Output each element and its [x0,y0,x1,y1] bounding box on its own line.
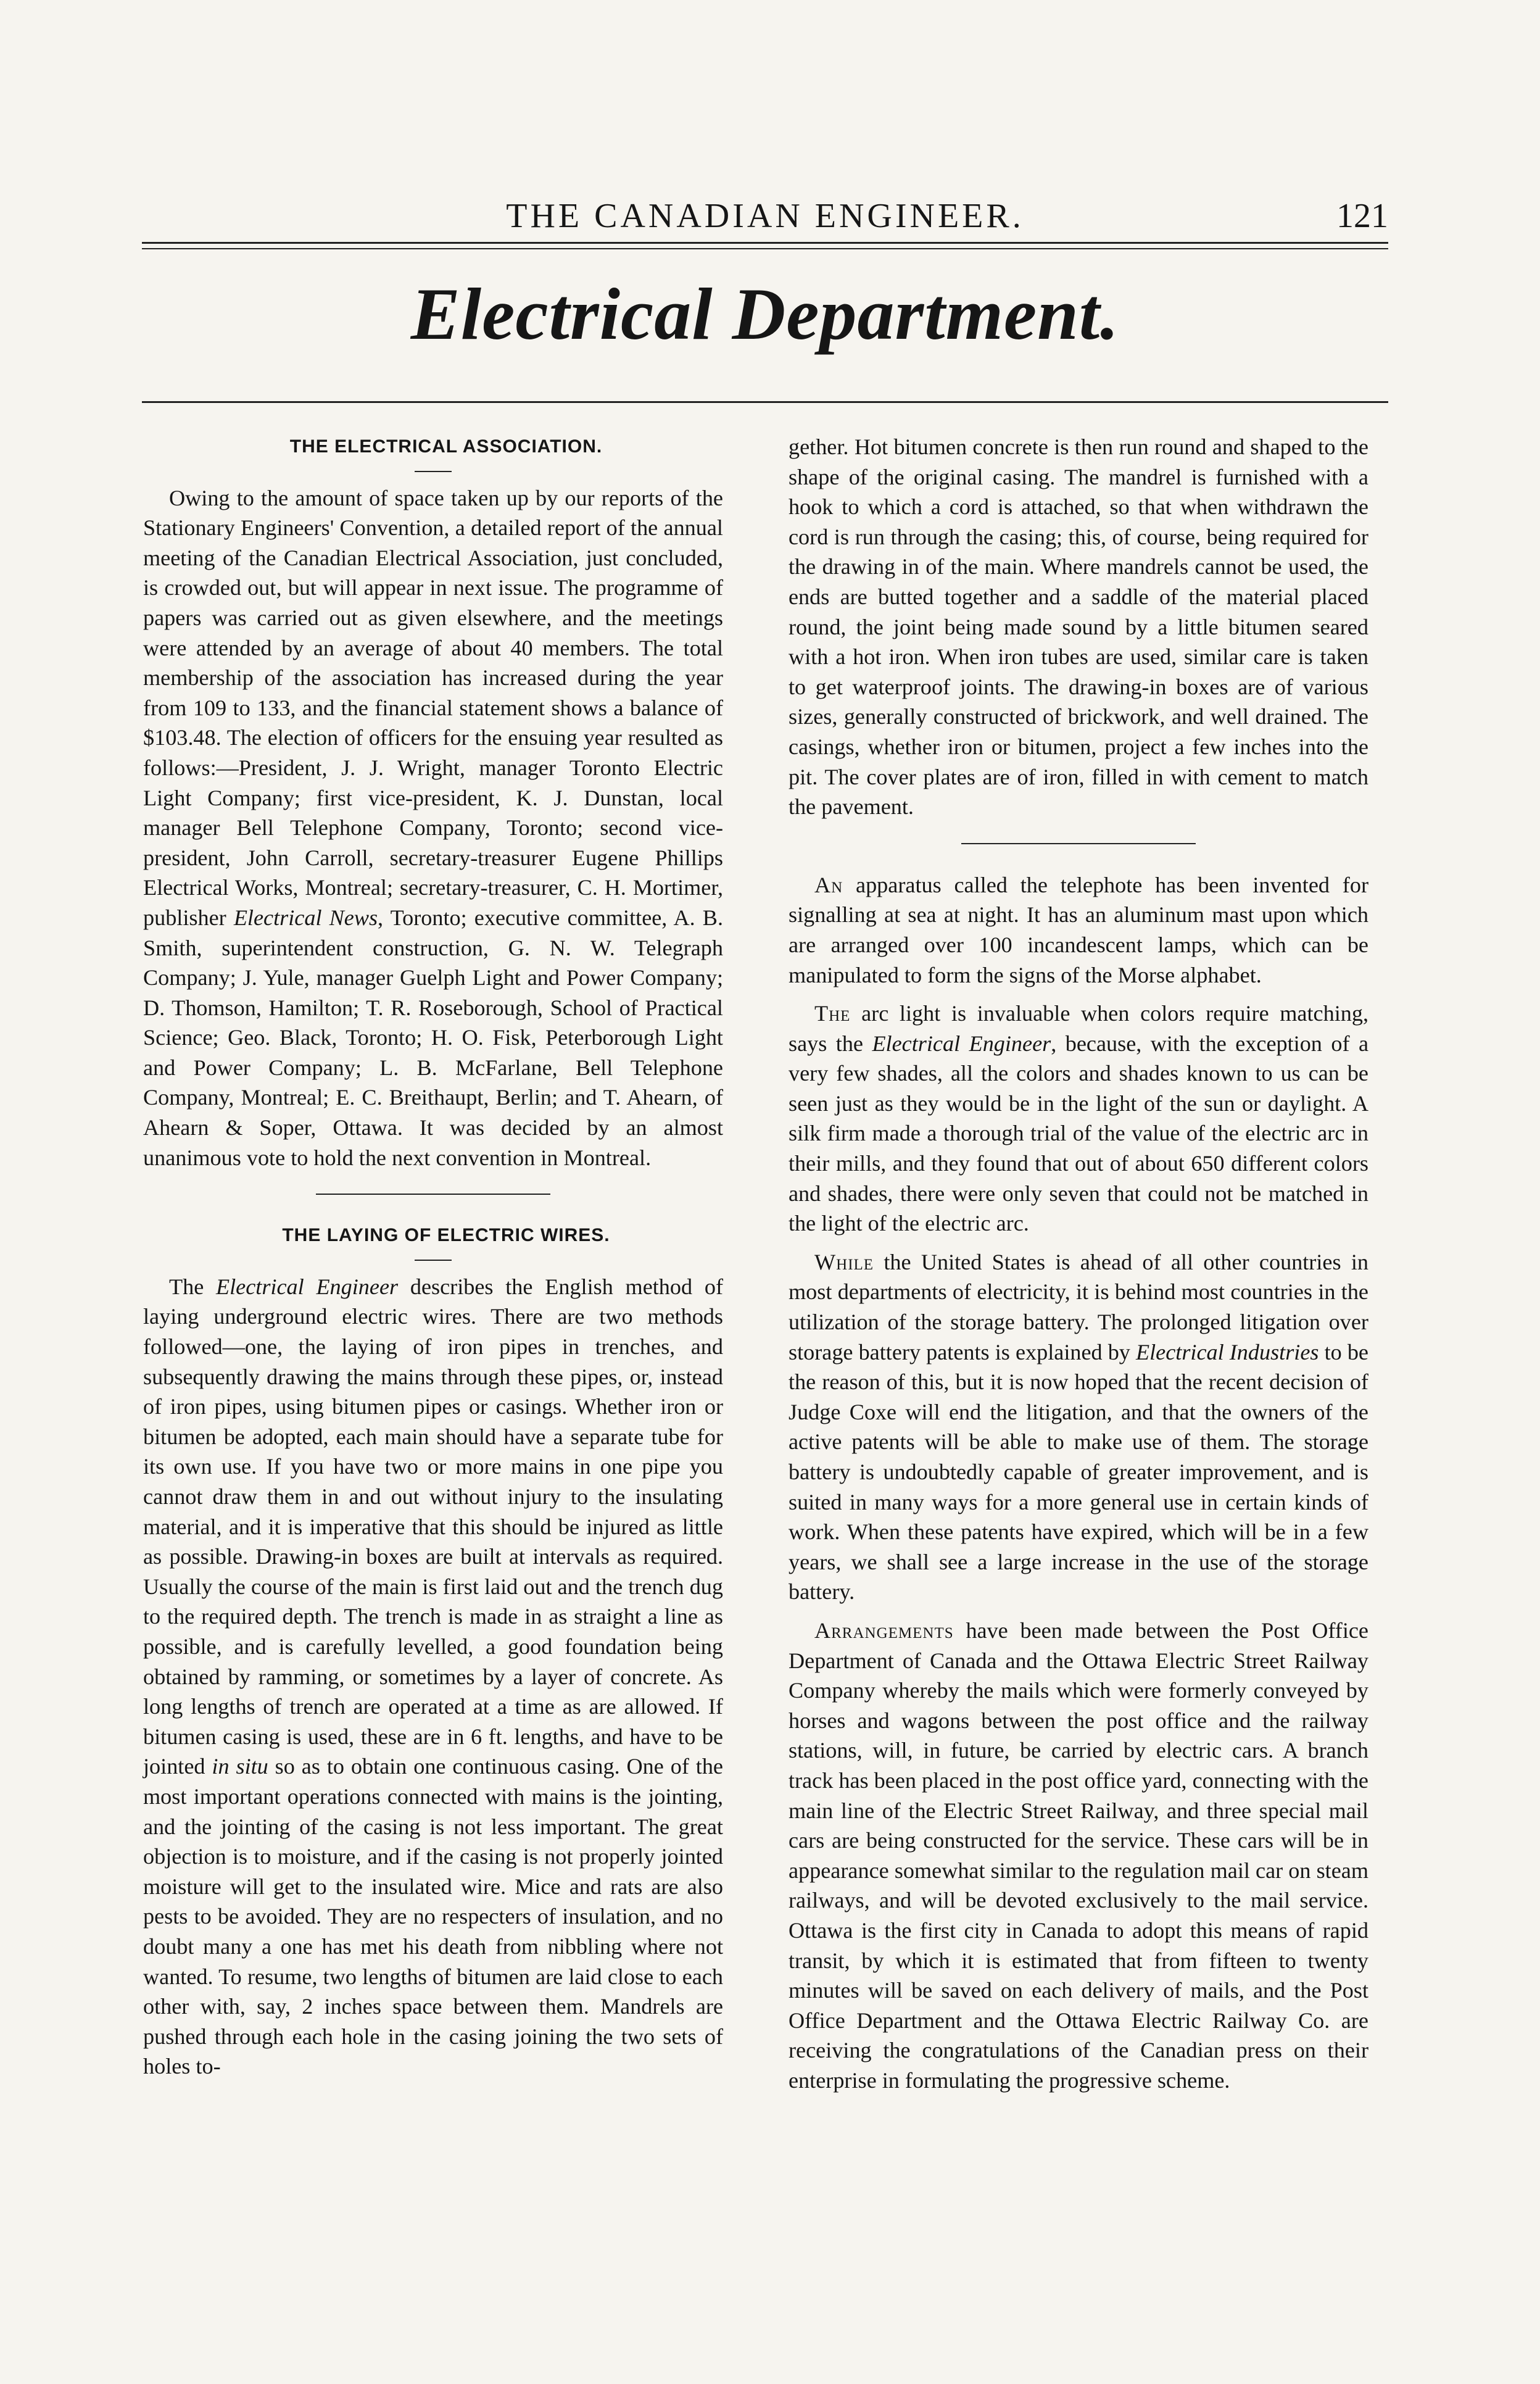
paragraph-arc-light: The arc light is invaluable when colors require matching, says the Electrical Engineer, because, with the exception of a very few shades, all the colors and shades known to us can be seen just as they would be in the light of the sun or daylight. A silk firm made a thorough trial of the value of the electric arc in their mills, and they found that out of about 650 different colors and shades, there were only seven that could not be matched in the light of the electric arc. [789,1001,1369,1236]
section-heading-electrical-association: THE ELECTRICAL ASSOCIATION. [289,436,603,457]
right-column [789,432,1368,2095]
paragraph-electrical-association: Owing to the amount of space taken up by our reports of the Stationary Engineers' Convention, a detailed report of the annual meeting of the Canadian Electrical Association, just concluded, is crowded out, but will appear in next issue. The programme of papers was carried out as given elsewhere, and the meetings were attended by an average of about 40 members. The total membership of the association has increased during the year from 109 to 133, and the financial statement shows a balance of $103.48. The election of officers for the ensuing year resulted as follows:—President, J. J. Wright, manager Toronto Electric Light Company; first vice-president, K. J. Dunstan, local manager Bell Telephone Company, Toronto; second vice-president, John Carroll, secretary-treasurer Eugene Phillips Electrical Works, Montreal; secretary-treasurer, C. H. Mortimer, publisher Electrical News, Toronto; executive committee, A. B. Smith, superintendent construction, G. N. W. Telegraph Company; J. Yule, manager Guelph Light and Power Company; D. Thomson, Hamilton; T. R. Roseborough, School of Practical Science; Geo. Black, Toronto; H. O. Fisk, Peterborough Light and Power Company; L. B. McFarlane, Bell Telephone Company, Montreal; E. C. Breithaupt, Berlin; and T. Ahearn, of Ahearn & Soper, Ottawa. It was decided by an almost unanimous vote to hold the next convention in Montreal. [143,485,723,1170]
paragraph-storage-battery: While the United States is ahead of all other countries in most departments of electricity, it is behind most countries in the utilization of the storage battery. The prolonged litigation over storage battery patents is explained by Electrical Industries to be the reason of this, but it is now hoped that the recent decision of Judge Coxe will end the litigation, and that the owners of the active patents will be able to make use of them. The storage battery is undoubtedly capable of greater improvement, and is suited in many ways for a more general use in certain kinds of work. When these patents have expired, which will be in a few years, we shall see a large increase in the use of the storage battery. [789,1249,1368,1605]
section-separator [316,1194,550,1195]
running-header [142,196,1388,239]
paragraph-mail-cars: Arrangements have been made between the Post Office Department of Canada and the Ottawa Electric Street Railway Company whereby the mails which were formerly conveyed by horses and wagons between the post office and the railway stations, will, in future, be carried by electric cars. A branch track has been placed in the post office yard, connecting with the main line of the Electric Street Railway, and three special mail cars are being constructed for the service. These cars will be in appearance somewhat similar to the regulation mail car on steam railways, and will be devoted exclusively to the mail service. Ottawa is the first city in Canada to adopt this means of rapid transit, by which it is estimated that from fifteen to twenty minutes will be saved on each delivery of mails, and the Post Office Department and the Ottawa Electric Railway Co. are receiving the congratulations of the Canadian press on their enterprise in formulating the progressive scheme. [789,1618,1368,2093]
journal-title: THE CANADIAN ENGINEER. [506,197,1024,235]
left-column [143,432,723,2082]
paragraph-laying-wires: The Electrical Engineer describes the English method of laying underground electric wires. There are two methods followed—one, the laying of iron pipes in trenches, and subsequently drawing the mains through these pipes, or, instead of iron pipes, using bitumen pipes or casings. Whether iron or bitumen be adopted, each main should have a separate tube for its own use. If you have two or more mains in one pipe you cannot draw them in and out without injury to the insulating material, and it is imperative that this should be injured as little as possible. Drawing-in boxes are built at intervals as required. Usually the course of the main is first laid out and the trench dug to the required depth. The trench is made in as straight a line as possible, and is carefully levelled, a good foundation being obtained by ramming, or sometimes by a layer of concrete. As long lengths of trench are operated at a time as are allowed. If bitumen casing is used, these are in 6 ft. lengths, and have to be jointed in situ so as to obtain one continuous casing. One of the most important operations connected with mains is the jointing, and the jointing of the casing is not less important. The great objection is to moisture, and if the casing is not properly jointed moisture will get to the insulated wire. Mice and rats are also pests to be avoided. They are no respecters of insulation, and no doubt many a one has met his death from nibbling where not wanted. To resume, two lengths of bitumen are laid close to each other with, say, 2 inches space between them. Mandrels are pushed through each hole in the casing joining the two sets of holes to- [143,1274,723,2079]
department-rule [142,401,1388,403]
heading-dash [415,1260,452,1261]
page-number: 121 [1336,197,1388,235]
paragraph-telephote: An apparatus called the telephote has been invented for signalling at sea at night. It has an aluminum mast upon which are arranged over 100 incandescent lamps, which can be manipulated to form the signs of the Morse alphabet. [789,872,1368,987]
header-rule-top [142,242,1388,244]
section-heading-laying-wires: THE LAYING OF ELECTRIC WIRES. [282,1225,610,1246]
department-title: Electrical Department. [410,273,1120,355]
paragraph-laying-wires-continued: gether. Hot bitumen concrete is then run round and shaped to the shape of the original casing. The mandrel is furnished with a hook to which a cord is attached, so that when withdrawn the cord is run through the casing; this, of course, being required for the drawing in of the main. Where mandrels cannot be used, the ends are butted together and a saddle of the material placed round, the joint being made sound by a little bitumen seared with a hot iron. When iron tubes are used, similar care is taken to get waterproof joints. The drawing-in boxes are of various sizes, generally constructed of brickwork, and well drained. The casings, whether iron or bitumen, project a few inches into the pit. The cover plates are of iron, filled in with cement to match the pavement. [789,434,1368,820]
heading-dash [415,471,452,472]
header-rule-bottom [142,248,1388,249]
section-separator [961,843,1196,844]
